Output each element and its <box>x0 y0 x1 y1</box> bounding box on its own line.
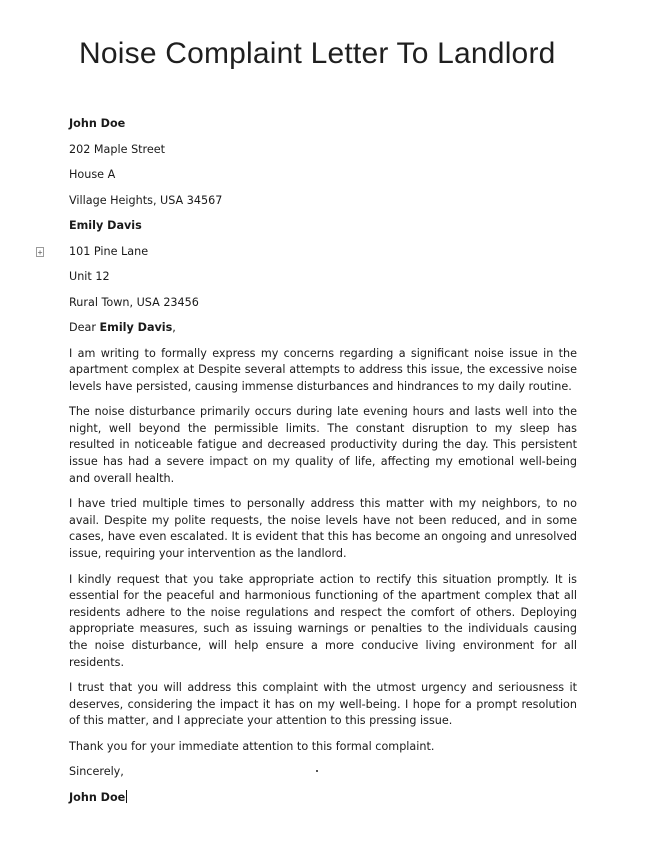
salutation <box>69 320 577 346</box>
signature-line <box>69 790 577 816</box>
closing: Sincerely, <box>69 765 124 779</box>
sender-city-line: Village Heights, USA 34567 <box>69 193 223 207</box>
sender-street: 202 Maple Street <box>69 142 166 156</box>
signature-name: John Doe <box>69 790 126 804</box>
recipient-street: 101 Pine Lane <box>69 244 149 258</box>
body-paragraph-1: I am writing to formally express my concerns regarding a significant noise issue in the apartment complex at Despite several attempts to address this issue, the excessive noise levels have persisted, causing immense disturbances and hindrances to my daily routine. <box>69 346 577 393</box>
letter-body[interactable] <box>69 116 577 815</box>
body-paragraph-4: I kindly request that you take appropriate action to rectify this situation promptly. It is essential for the peaceful and harmonious functioning of the apartment complex that all residents adhere to the noise regulations and respect the comfort of others. Deploying appropriate measures, such as issuing warnings or penalties to the individuals causing the noise disturbance, will help ensure a more conducive living environment for all residents. <box>69 572 577 669</box>
sender-unit: House A <box>69 168 116 181</box>
text-cursor <box>126 790 127 803</box>
sender-name: John Doe <box>69 117 126 130</box>
thank-you-line: Thank you for your immediate attention to this formal complaint. <box>69 739 435 753</box>
stray-dot <box>316 770 318 772</box>
body-paragraph-5: I trust that you will address this complaint with the utmost urgency and seriousness it deserves, considering the impact it has on my well-being. I hope for a prompt resolution of this matter, and I appreciate your attention to this pressing issue. <box>69 681 577 728</box>
body-paragraph-3: I have tried multiple times to personally address this matter with my neighbors, to no avail. Despite my polite requests, the noise levels have not been reduced, and in some cases, have even escalated. It is evident that this has become an ongoing and unresolved issue, requiring your intervention as the landlord. <box>69 497 577 561</box>
salutation-suffix: , <box>172 321 176 334</box>
collapse-toggle-icon[interactable]: + <box>37 248 43 257</box>
salutation-name: Emily Davis <box>99 321 173 334</box>
salutation-prefix: Dear <box>69 321 100 334</box>
recipient-unit: Unit 12 <box>69 270 110 283</box>
recipient-name: Emily Davis <box>69 219 142 232</box>
document-title: Noise Complaint Letter To Landlord <box>79 37 556 70</box>
recipient-city-line: Rural Town, USA 23456 <box>69 295 199 309</box>
body-paragraph-2: The noise disturbance primarily occurs during late evening hours and lasts well into the night, well beyond the permissible limits. The constant disruption to my sleep has resulted in noticeable fatigue and decreased productivity during the day. This persistent issue has had a severe impact on my quality of life, affecting my emotional well-being and overall health. <box>69 405 577 485</box>
